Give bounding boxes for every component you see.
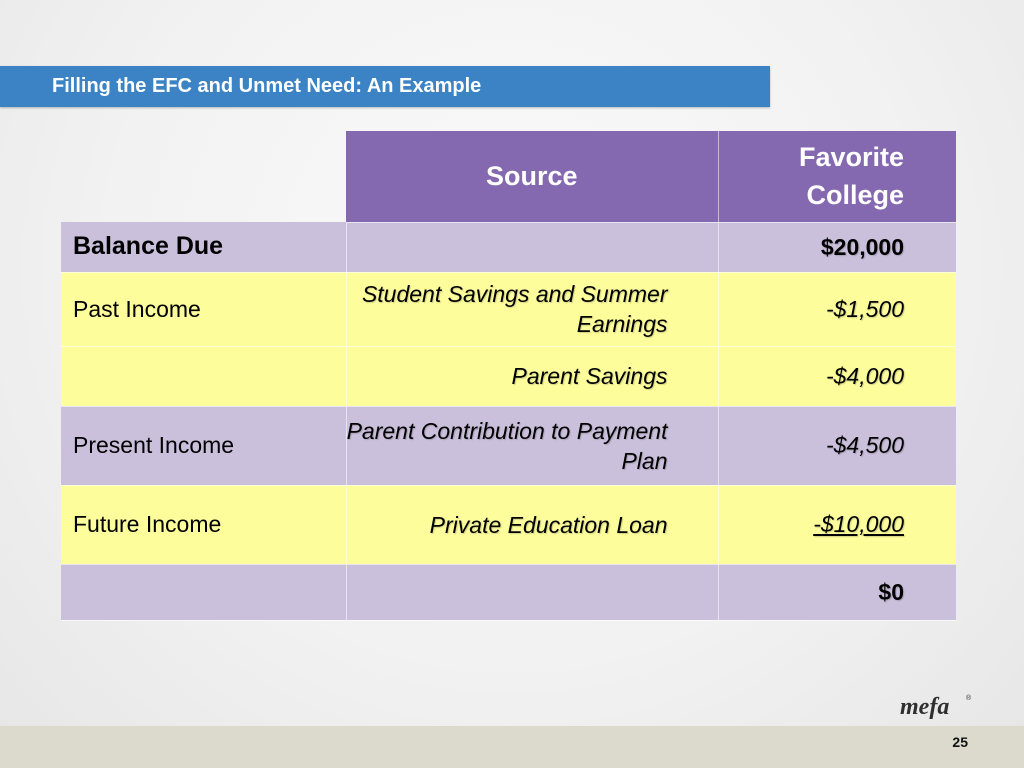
row-source (346, 564, 718, 620)
footer-bar (0, 726, 1024, 768)
table-row-present-income (61, 406, 956, 485)
row-source: Student Savings and Summer Earnings (346, 272, 718, 346)
header-source: Source (346, 131, 718, 222)
row-amount: -$1,500 (718, 272, 956, 346)
header-favorite-college: Favorite College (718, 131, 956, 222)
row-amount: -$4,500 (718, 406, 956, 485)
row-source: Private Education Loan (346, 485, 718, 564)
header-blank-cell (61, 131, 346, 222)
efc-table (61, 131, 956, 621)
table-row-balance-due (61, 222, 956, 272)
row-label (61, 564, 346, 620)
table-row-past-income (61, 272, 956, 346)
row-label (61, 346, 346, 406)
row-label: Balance Due (61, 222, 346, 272)
row-label: Present Income (61, 406, 346, 485)
slide-title: Filling the EFC and Unmet Need: An Example (0, 66, 770, 107)
row-label: Future Income (61, 485, 346, 564)
table-header-row (61, 131, 956, 222)
svg-text:®: ® (966, 695, 972, 702)
row-source (346, 222, 718, 272)
table-row-future-income (61, 485, 956, 564)
row-amount: $0 (718, 564, 956, 620)
row-amount: $20,000 (718, 222, 956, 272)
row-source: Parent Savings (346, 346, 718, 406)
row-source: Parent Contribution to Payment Plan (346, 406, 718, 485)
page-number: 25 (952, 734, 968, 750)
svg-text:mefa: mefa (900, 694, 950, 720)
mefa-logo (898, 690, 978, 720)
table-row-total (61, 564, 956, 620)
row-amount: -$4,000 (718, 346, 956, 406)
table-row-parent-savings (61, 346, 956, 406)
row-label: Past Income (61, 272, 346, 346)
row-amount: -$10,000 (718, 485, 956, 564)
